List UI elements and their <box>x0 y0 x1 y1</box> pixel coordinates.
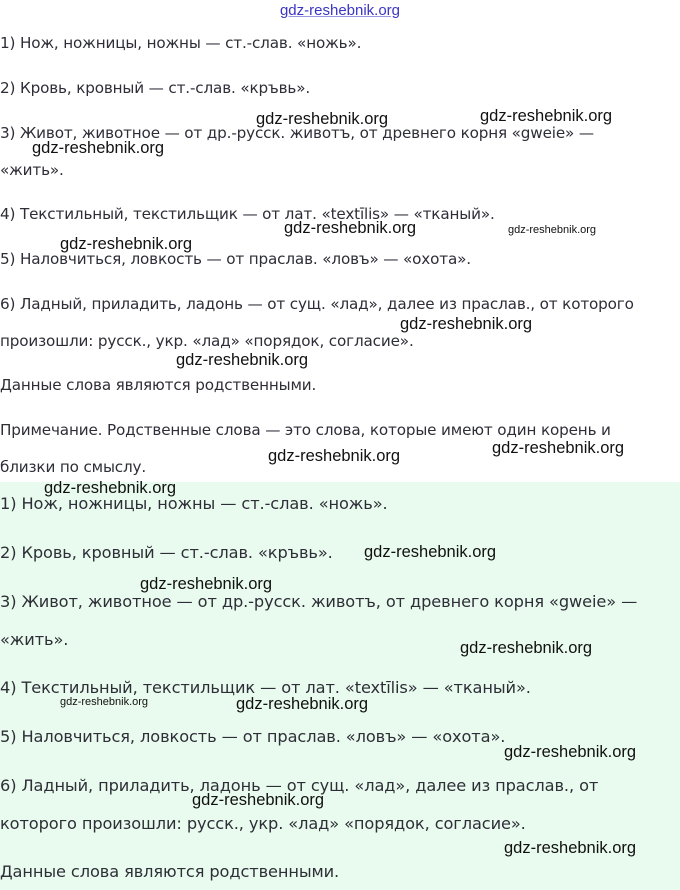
watermark: gdz-reshebnik.org <box>284 219 417 237</box>
answer-block-lower <box>0 482 680 890</box>
watermark: gdz-reshebnik.org <box>492 439 625 457</box>
text-line: 1) Нож, ножницы, ножны — ст.-слав. «ножь». <box>0 494 388 513</box>
watermark: gdz-reshebnik.org <box>60 696 149 708</box>
text-line: Данные слова являются родственными. <box>0 862 340 881</box>
watermark: gdz-reshebnik.org <box>32 139 165 157</box>
watermark: gdz-reshebnik.org <box>504 743 637 761</box>
watermark: gdz-reshebnik.org <box>460 639 593 657</box>
text-line: 6) Ладный, приладить, ладонь — от сущ. «лад», далее из праслав., от <box>0 776 599 795</box>
watermark: gdz-reshebnik.org <box>256 110 389 128</box>
watermark: gdz-reshebnik.org <box>236 695 369 713</box>
watermark: gdz-reshebnik.org <box>480 107 613 125</box>
text-line: близки по смыслу. <box>0 458 147 476</box>
text-line: Примечание. Родственные слова — это слова, которые имеют один корень и <box>0 421 611 439</box>
text-line: 4) Текстильный, текстильщик — от лат. «textīlis» — «тканый». <box>0 205 495 223</box>
text-line: Данные слова являются родственными. <box>0 376 317 394</box>
watermark: gdz-reshebnik.org <box>400 315 533 333</box>
watermark: gdz-reshebnik.org <box>268 447 401 465</box>
text-line: «жить». <box>0 630 69 649</box>
text-line: 4) Текстильный, текстильщик — от лат. «textīlis» — «тканый». <box>0 678 531 697</box>
text-line: 3) Живот, животное — от др.-русск. животъ, от древнего корня «gweie» — <box>0 592 638 611</box>
watermark: gdz-reshebnik.org <box>504 839 637 857</box>
watermark: gdz-reshebnik.org <box>192 791 325 809</box>
text-line: 2) Кровь, кровный — ст.-слав. «кръвь». <box>0 543 333 562</box>
text-line: 6) Ладный, приладить, ладонь — от сущ. «лад», далее из праслав., от которого <box>0 295 634 313</box>
watermark: gdz-reshebnik.org <box>140 575 273 593</box>
watermark: gdz-reshebnik.org <box>44 479 177 497</box>
text-line: 5) Наловчиться, ловкость — от праслав. «ловъ» — «охота». <box>0 727 506 746</box>
text-line: которого произошли: русск., укр. «лад» «порядок, согласие». <box>0 814 526 833</box>
text-line: 5) Наловчиться, ловкость — от праслав. «ловъ» — «охота». <box>0 250 471 268</box>
text-line: произошли: русск., укр. «лад» «порядок, согласие». <box>0 332 414 350</box>
watermark: gdz-reshebnik.org <box>508 224 597 236</box>
text-line: 1) Нож, ножницы, ножны — ст.-слав. «ножь». <box>0 34 362 52</box>
site-header-link[interactable]: gdz-reshebnik.org <box>279 2 401 19</box>
text-line: 2) Кровь, кровный — ст.-слав. «кръвь». <box>0 79 311 97</box>
text-line: «жить». <box>0 161 64 179</box>
watermark: gdz-reshebnik.org <box>176 351 309 369</box>
text-line: 3) Живот, животное — от др.-русск. животъ, от древнего корня «gweie» — <box>0 124 594 142</box>
watermark: gdz-reshebnik.org <box>60 235 193 253</box>
watermark: gdz-reshebnik.org <box>364 543 497 561</box>
